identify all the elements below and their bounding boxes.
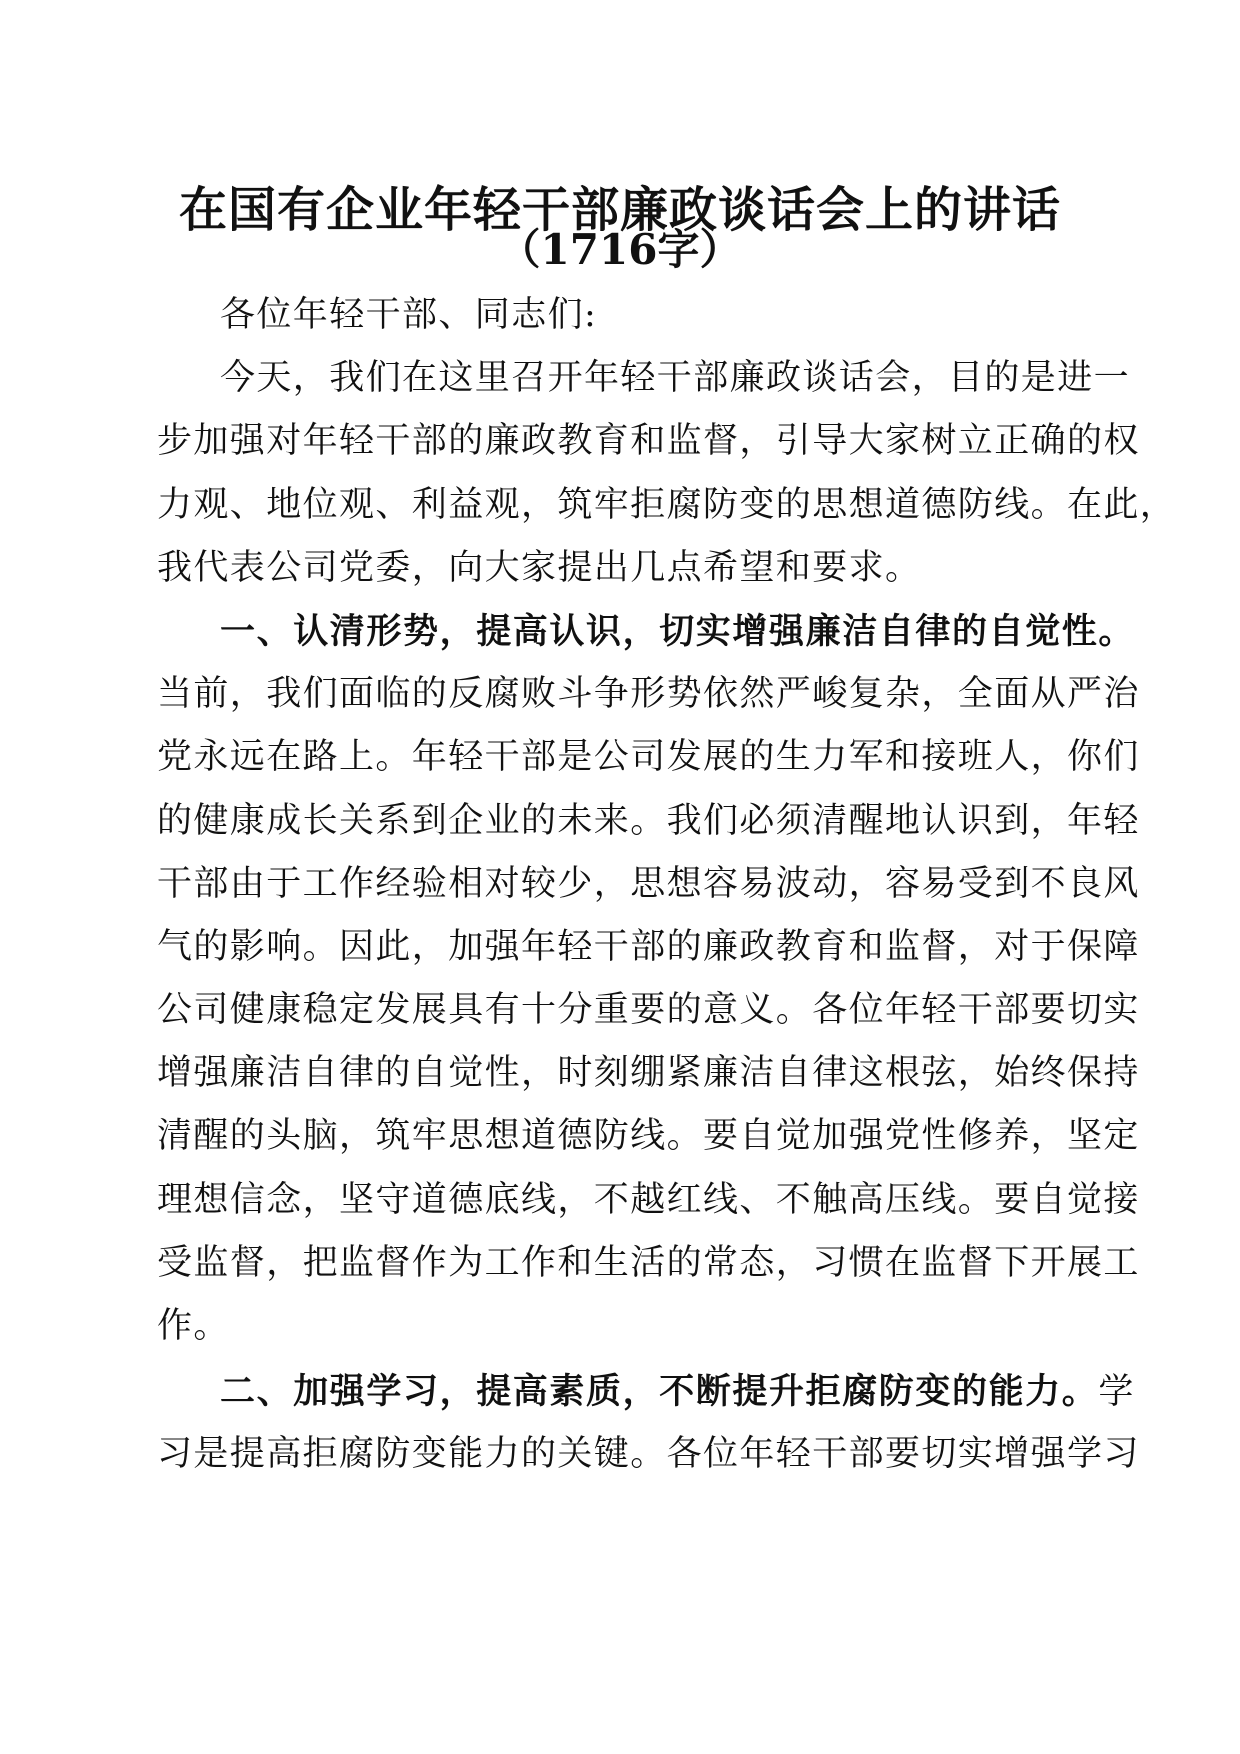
paragraph-line: 清醒的头脑，筑牢思想道德防线。要自觉加强党性修养，坚定 — [157, 1116, 1140, 1157]
section-2-heading-tail: 学 — [1098, 1372, 1136, 1413]
paragraph-line: 公司健康稳定发展具有十分重要的意义。各位年轻干部要切实 — [157, 990, 1140, 1031]
paragraph-line: 我代表公司党委，向大家提出几点希望和要求。 — [157, 547, 922, 588]
paragraph-line: 党永远在路上。年轻干部是公司发展的生力军和接班人，你们 — [157, 737, 1140, 778]
paragraph-line: 当前，我们面临的反腐败斗争形势依然严峻复杂，全面从严治 — [157, 674, 1140, 715]
paragraph-line: 理想信念，坚守道德底线，不越红线、不触高压线。要自觉接 — [157, 1179, 1140, 1220]
paragraph-line: 受监督，把监督作为工作和生活的常态，习惯在监督下开展工 — [157, 1242, 1140, 1283]
salutation: 各位年轻干部、同志们: — [220, 295, 598, 335]
document-subtitle: （1716字） — [498, 225, 742, 274]
paragraph-line: 习是提高拒腐防变能力的关键。各位年轻干部要切实增强学习 — [157, 1434, 1140, 1475]
paragraph-line: 今天，我们在这里召开年轻干部廉政谈话会，目的是进一 — [220, 358, 1131, 399]
paragraph-line: 的健康成长关系到企业的未来。我们必须清醒地认识到，年轻 — [157, 800, 1140, 841]
document-title: 在国有企业年轻干部廉政谈话会上的讲话 — [178, 182, 1061, 238]
document-body — [157, 284, 1177, 1487]
paragraph-line: 气的影响。因此，加强年轻干部的廉政教育和监督，对于保障 — [157, 926, 1140, 967]
paragraph-line: 干部由于工作经验相对较少，思想容易波动，容易受到不良风 — [157, 863, 1140, 904]
paragraph-line: 增强廉洁自律的自觉性，时刻绷紧廉洁自律这根弦，始终保持 — [157, 1053, 1140, 1094]
paragraph-line: 步加强对年轻干部的廉政教育和监督，引导大家树立正确的权 — [157, 421, 1140, 462]
section-2-heading: 二、加强学习，提高素质，不断提升拒腐防变的能力。 — [220, 1371, 1099, 1413]
section-2-heading-row — [157, 1360, 1136, 1423]
section-1-heading: 一、认清形势，提高认识，切实增强廉洁自律的自觉性。 — [220, 610, 1136, 652]
paragraph-line: 作。 — [157, 1306, 230, 1346]
paragraph-line: 力观、地位观、利益观，筑牢拒腐防变的思想道德防线。在此， — [157, 484, 1177, 525]
